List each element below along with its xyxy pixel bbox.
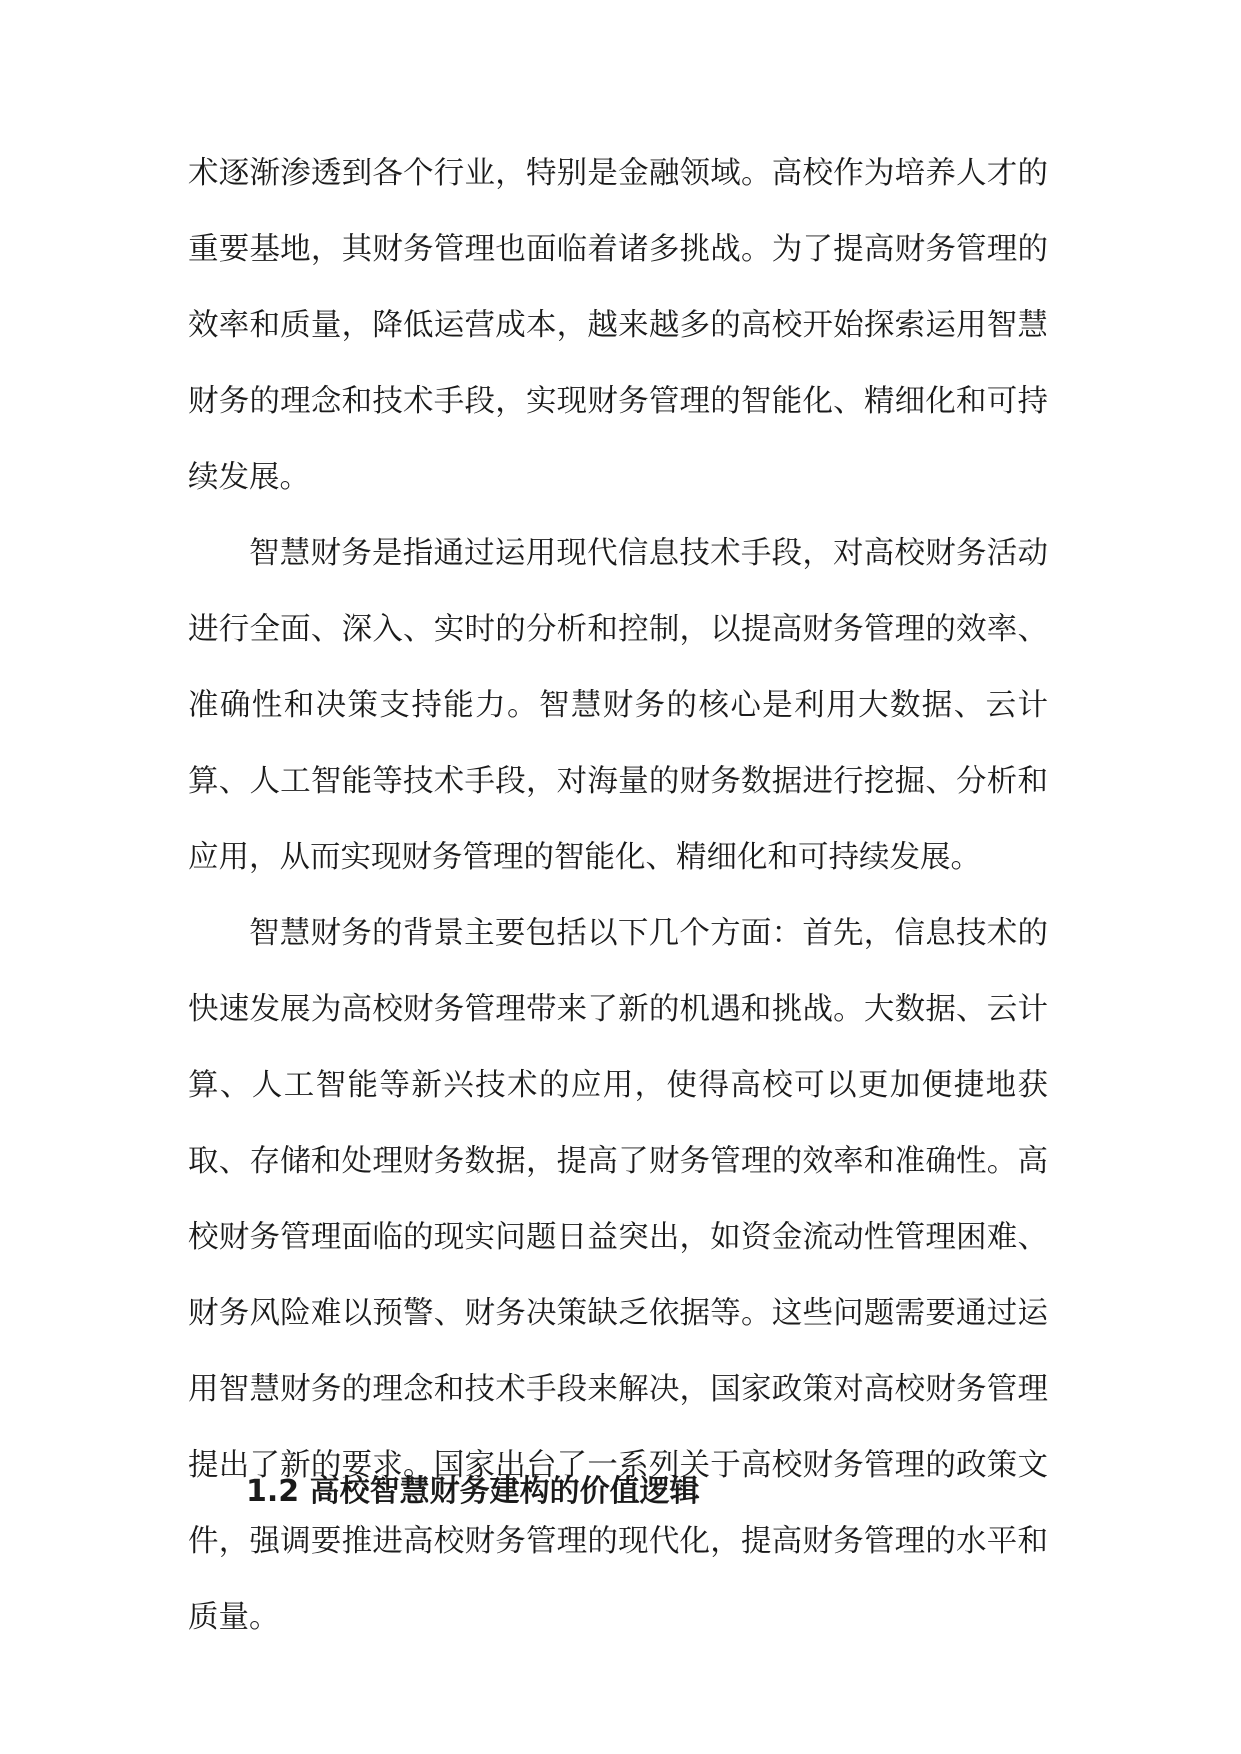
paragraph-3: 智慧财务的背景主要包括以下几个方面：首先，信息技术的快速发展为高校财务管理带来了新的机遇和挑战。大数据、云计算、人工智能等新兴技术的应用，使得高校可以更加便捷地获取、存储和处理财务数据，提高了财务管理的效率和准确性。高校财务管理面临的现实问题日益突出，如资金流动性管理困难、财务风险难以预警、财务决策缺乏依据等。这些问题需要通过运用智慧财务的理念和技术手段来解决，国家政策对高校财务管理提出了新的要求。国家出台了一系列关于高校财务管理的政策文件，强调要推进高校财务管理的现代化，提高财务管理的水平和质量。 <box>188 916 1048 1635</box>
section-heading: 1.2 高校智慧财务建构的价值逻辑 <box>246 1474 700 1509</box>
body-text <box>188 136 1048 1656</box>
paragraph-2: 智慧财务是指通过运用现代信息技术手段，对高校财务活动进行全面、深入、实时的分析和控制，以提高财务管理的效率、准确性和决策支持能力。智慧财务的核心是利用大数据、云计算、人工智能等技术手段，对海量的财务数据进行挖掘、分析和应用，从而实现财务管理的智能化、精细化和可持续发展。 <box>188 536 1048 875</box>
paragraph-1: 术逐渐渗透到各个行业，特别是金融领域。高校作为培养人才的重要基地，其财务管理也面临着诸多挑战。为了提高财务管理的效率和质量，降低运营成本，越来越多的高校开始探索运用智慧财务的理念和技术手段，实现财务管理的智能化、精细化和可持续发展。 <box>188 156 1048 495</box>
